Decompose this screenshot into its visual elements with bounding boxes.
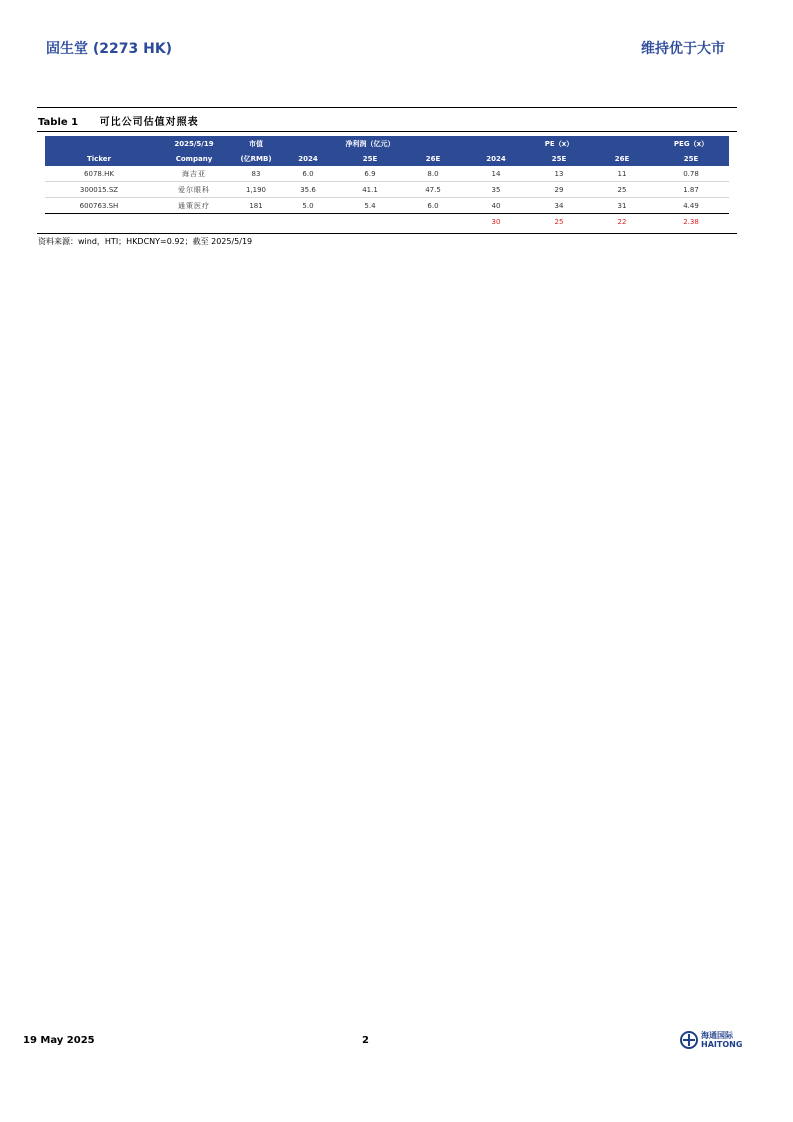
- header-cell: 2024: [277, 151, 339, 166]
- header-cell: PE（x）: [527, 136, 591, 151]
- source-note: 资料来源：wind，HTI；HKDCNY=0.92；截至 2025/5/19: [38, 237, 253, 246]
- table-cell: 35: [465, 182, 527, 198]
- company-cell: 爱尔眼科: [153, 182, 235, 198]
- table-cell: 11: [591, 166, 653, 182]
- table-cell: 1.87: [653, 182, 729, 198]
- average-cell: 30: [491, 217, 501, 226]
- header-cell: (亿RMB): [235, 151, 277, 166]
- header-cell: 2024: [465, 151, 527, 166]
- header-cell: PEG（x）: [653, 136, 729, 151]
- table-cell: 6.0: [277, 166, 339, 182]
- header-cell: [45, 136, 153, 151]
- table-cell: 181: [235, 198, 277, 214]
- table-cell: 5.0: [277, 198, 339, 214]
- table-bottom-rule: [37, 233, 737, 234]
- header-cell: [591, 136, 653, 151]
- table-title: 可比公司估值对照表: [99, 117, 199, 128]
- table-cell: 6.9: [339, 166, 401, 182]
- header-cell: 25E: [339, 151, 401, 166]
- table-row: [45, 182, 729, 198]
- table-cell: 83: [235, 166, 277, 182]
- company-cell: 通策医疗: [153, 198, 235, 214]
- table-row: [45, 198, 729, 214]
- table-cell: 47.5: [401, 182, 465, 198]
- logo-en-text: HAITONG: [701, 1040, 743, 1049]
- header-cell: 25E: [653, 151, 729, 166]
- header-cell: Ticker: [45, 151, 153, 166]
- haitong-logo: [680, 1031, 742, 1049]
- table-cell: 14: [465, 166, 527, 182]
- table-cell: 35.6: [277, 182, 339, 198]
- average-cell: 2.38: [683, 217, 699, 226]
- table-cell: 29: [527, 182, 591, 198]
- table-cell: 1,190: [235, 182, 277, 198]
- table-number: Table 1: [38, 117, 79, 128]
- header-cell: [465, 136, 527, 151]
- report-title: 固生堂 (2273 HK): [46, 41, 173, 57]
- table-cell: 31: [591, 198, 653, 214]
- ticker-cell: 6078.HK: [45, 166, 153, 182]
- haitong-logo-icon: [680, 1031, 698, 1049]
- header-cell: Company: [153, 151, 235, 166]
- page-number: 2: [362, 1035, 369, 1046]
- average-cell: 22: [617, 217, 627, 226]
- table-cell: 8.0: [401, 166, 465, 182]
- footer-date: 19 May 2025: [23, 1035, 95, 1046]
- header-row-2: [45, 151, 729, 166]
- ticker-cell: 600763.SH: [45, 198, 153, 214]
- company-cell: 海吉亚: [153, 166, 235, 182]
- header-cell: 25E: [527, 151, 591, 166]
- average-row: [45, 214, 729, 230]
- header-row-1: [45, 136, 729, 151]
- logo-cn-text: 海通国际: [701, 1031, 733, 1040]
- header-cell: 净利润（亿元）: [339, 136, 401, 151]
- table-top-rule: [37, 107, 737, 108]
- table-cell: 41.1: [339, 182, 401, 198]
- comparable-valuation-table: [45, 136, 729, 229]
- table-cell: 6.0: [401, 198, 465, 214]
- header-cell: 市值: [235, 136, 277, 151]
- table-cell: 40: [465, 198, 527, 214]
- header-cell: 26E: [401, 151, 465, 166]
- table-mid-rule: [37, 131, 737, 132]
- header-cell: [401, 136, 465, 151]
- table-cell: 13: [527, 166, 591, 182]
- header-cell: 2025/5/19: [153, 136, 235, 151]
- table-cell: 25: [591, 182, 653, 198]
- table-caption: [38, 113, 199, 128]
- header-cell: [277, 136, 339, 151]
- table-cell: 34: [527, 198, 591, 214]
- table-row: [45, 166, 729, 182]
- header-cell: 26E: [591, 151, 653, 166]
- rating-title: 维持优于大市: [641, 41, 725, 57]
- table-cell: 5.4: [339, 198, 401, 214]
- table-cell: 0.78: [653, 166, 729, 182]
- table-cell: 4.49: [653, 198, 729, 214]
- average-cell: 25: [554, 217, 564, 226]
- ticker-cell: 300015.SZ: [45, 182, 153, 198]
